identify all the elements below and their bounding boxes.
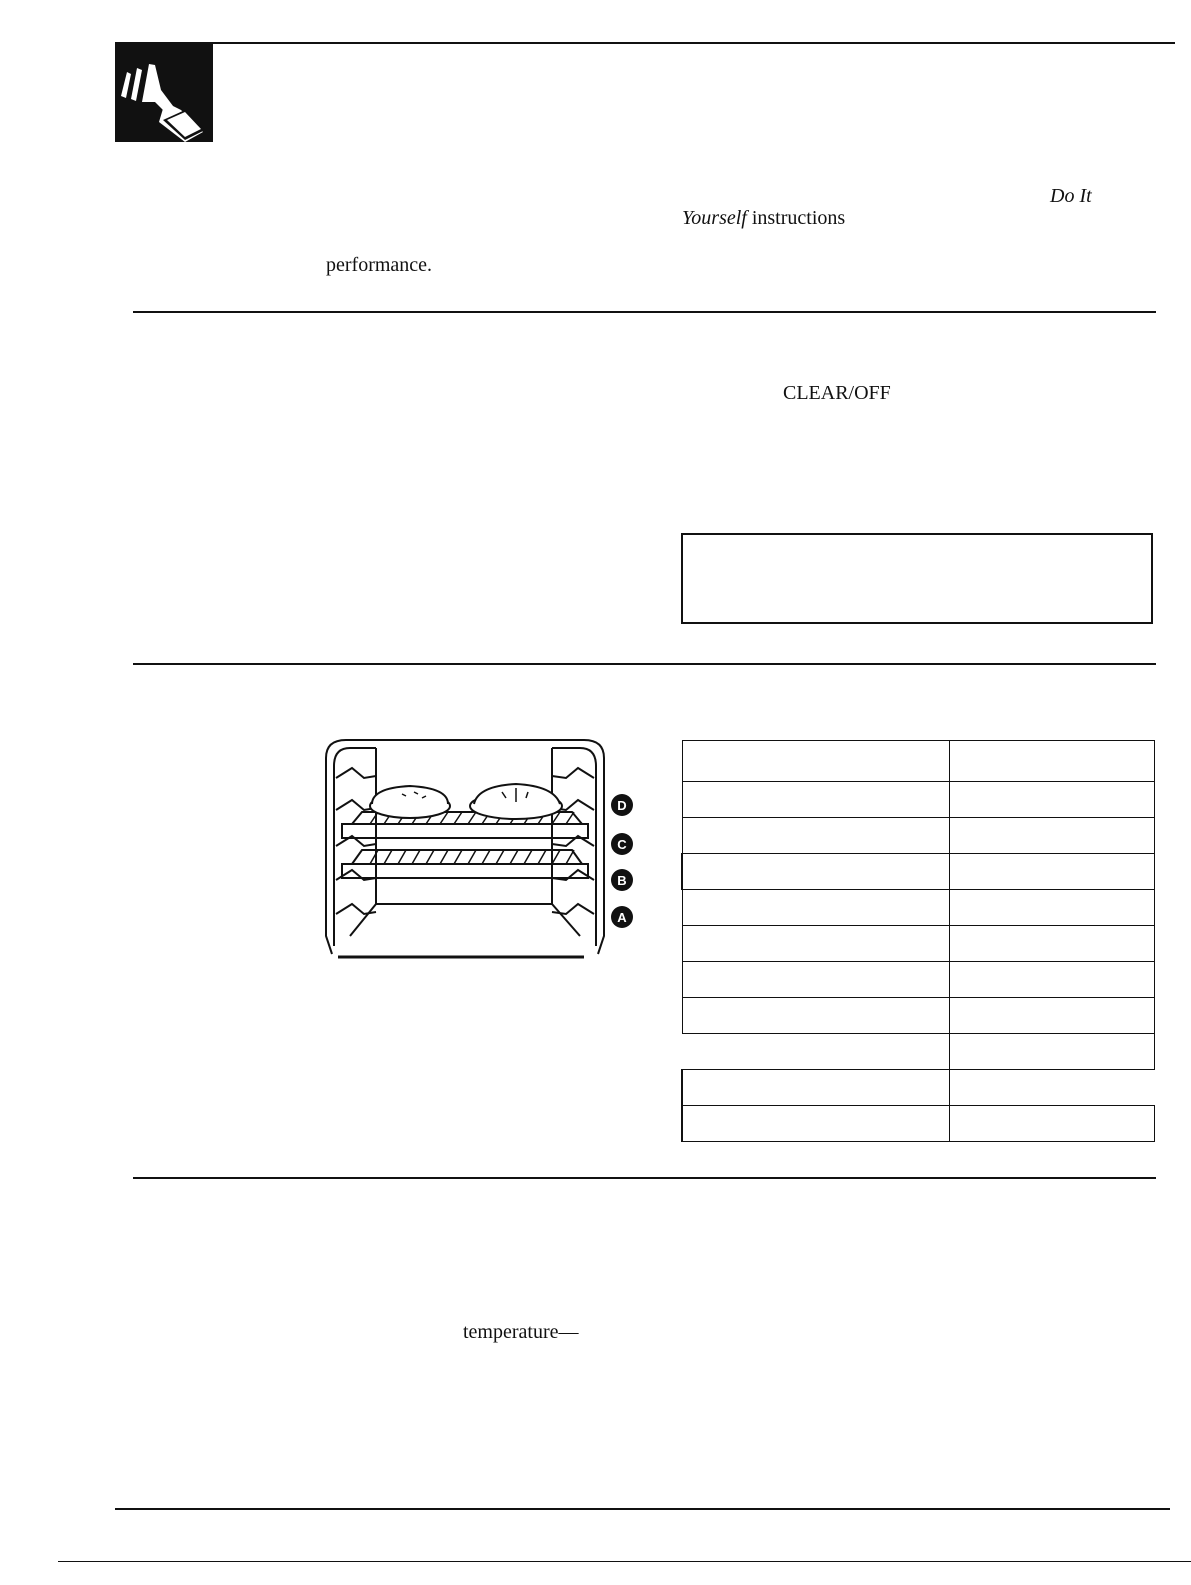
table-cell [949, 1034, 1154, 1070]
performance-text: performance. [326, 254, 433, 276]
table-cell [682, 890, 949, 926]
table-cell [682, 1106, 949, 1142]
table-row [682, 962, 1154, 998]
note-box [681, 533, 1153, 624]
table-cell [949, 998, 1154, 1034]
table-row [682, 1034, 1154, 1070]
table-cell [682, 854, 949, 890]
clear-off-text: CLEAR/OFF [783, 382, 891, 404]
table-cell [949, 890, 1154, 926]
table-row [682, 782, 1154, 818]
rack-label-a-text: A [617, 910, 627, 925]
table-cell [682, 998, 949, 1034]
temperature-text: temperature— [463, 1321, 579, 1343]
table-cell [949, 854, 1154, 890]
table-row [682, 998, 1154, 1034]
section-divider-1 [133, 311, 1156, 313]
rack-position-table [681, 740, 1155, 1142]
table-cell [682, 1034, 949, 1070]
table-cell [682, 741, 949, 782]
rack-label-c-text: C [617, 837, 627, 852]
table-cell [949, 741, 1154, 782]
yourself-instructions-text [682, 208, 845, 228]
section-divider-3 [133, 1177, 1156, 1179]
table-cell [949, 1070, 1154, 1106]
do-it-text: Do It [1050, 185, 1092, 207]
rack-label-a [611, 906, 633, 928]
table-cell [682, 782, 949, 818]
rack-label-b-text: B [617, 873, 627, 888]
table-cell [682, 962, 949, 998]
table-row [682, 741, 1154, 782]
rack-label-b [611, 869, 633, 891]
table-cell [949, 962, 1154, 998]
table-cell [682, 1070, 949, 1106]
table-row [682, 818, 1154, 854]
rack-position-labels [610, 793, 634, 931]
table-cell [949, 926, 1154, 962]
rack-label-d [611, 794, 633, 816]
page-edge-rule [58, 1561, 1191, 1562]
table-cell [949, 1106, 1154, 1142]
table-cell [949, 818, 1154, 854]
header-rule [115, 42, 1175, 44]
hand-press-icon [115, 44, 213, 142]
table-row [682, 854, 1154, 890]
table-row [682, 890, 1154, 926]
table-row [682, 926, 1154, 962]
yourself-word: Yourself [682, 207, 747, 229]
table-row [682, 1070, 1154, 1106]
table-row [682, 1106, 1154, 1142]
table-cell [682, 926, 949, 962]
rack-label-d-text: D [617, 798, 627, 813]
oven-rack-illustration [322, 736, 642, 962]
table-cell [682, 818, 949, 854]
instructions-word: instructions [751, 207, 846, 229]
rack-label-c [611, 833, 633, 855]
section-divider-2 [133, 663, 1156, 665]
table-cell [949, 782, 1154, 818]
footer-rule [115, 1508, 1170, 1510]
